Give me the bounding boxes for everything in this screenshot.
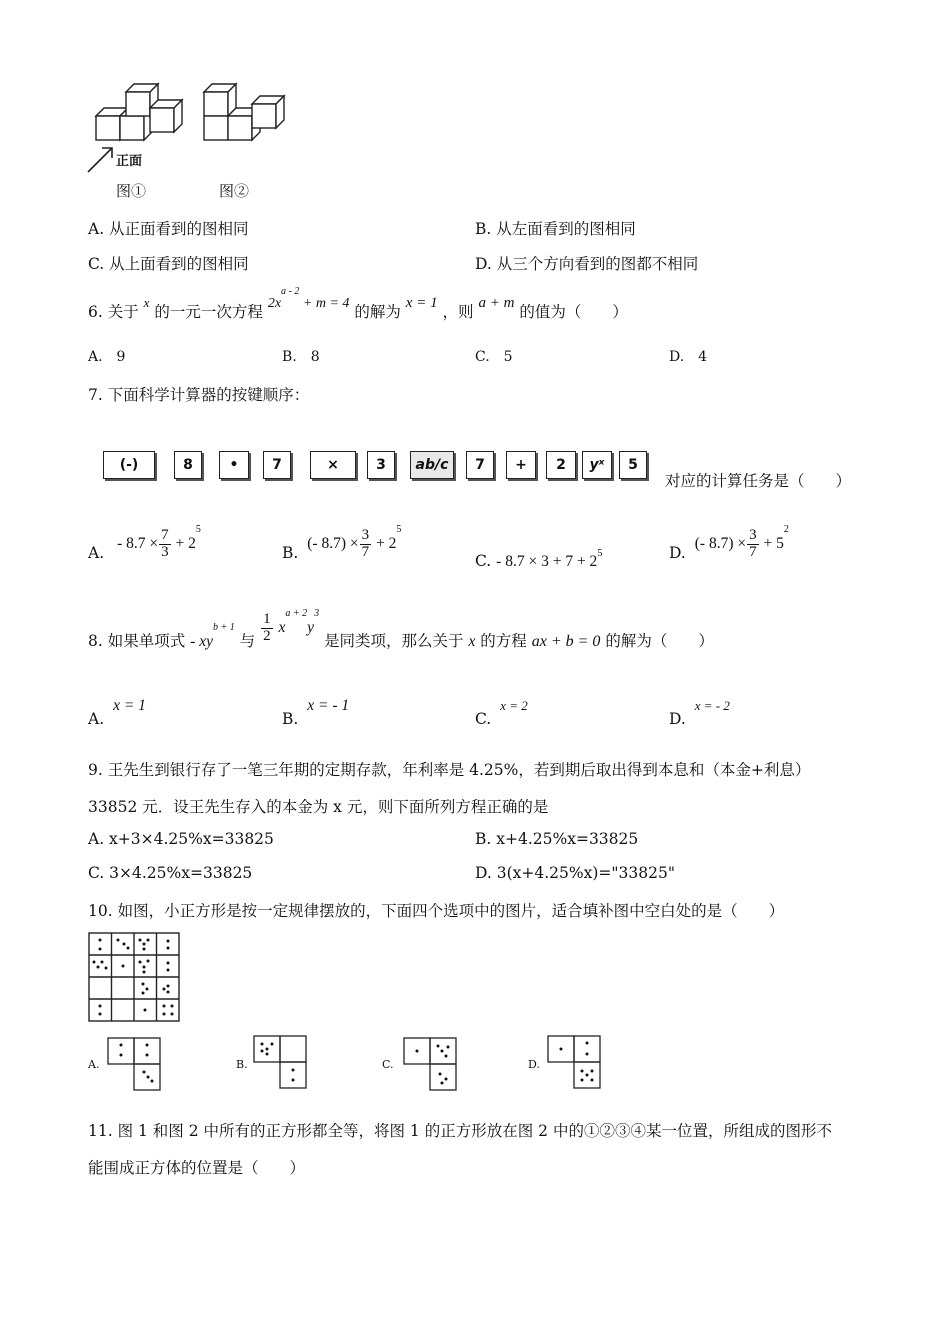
q5-option-a: A. 从正面看到的图相同 — [88, 220, 249, 238]
q8-option-c — [475, 696, 528, 728]
q7-option-c — [475, 548, 603, 571]
q9-option-c: C. 3×4.25%x=33825 — [88, 864, 253, 882]
q7-d-fraction — [747, 528, 759, 561]
q7-d-den: 7 — [749, 543, 757, 560]
q6-option-b: B. 8 — [282, 349, 320, 365]
q6-equation — [267, 286, 350, 311]
q8-mid3: 的方程 — [480, 632, 527, 651]
q8-var: x — [468, 633, 476, 651]
q7-option-b — [282, 524, 402, 562]
q8-frac-den: 2 — [263, 627, 271, 644]
q6-option-a: A. 9 — [88, 349, 126, 365]
q6-solution: x = 1 — [405, 295, 438, 311]
q10-option-a-figure — [106, 1036, 166, 1092]
q7-d-expr — [694, 524, 789, 560]
q5-option-b: B. 从左面看到的图相同 — [475, 220, 636, 238]
q7-b-expr — [307, 524, 402, 560]
q8-c-eq: x = 2 — [500, 698, 528, 713]
q7-tail: 对应的计算任务是（ ） — [665, 472, 852, 490]
q10-option-b-figure — [252, 1034, 312, 1090]
q9-option-b: B. x+4.25%x=33825 — [475, 830, 639, 848]
front-label: 正面 — [116, 154, 143, 169]
q8-mid1: 与 — [239, 632, 256, 651]
key-7: 7 — [263, 451, 291, 479]
q8-term1-exp: b + 1 — [212, 622, 235, 633]
q5-option-c: C. 从上面看到的图相同 — [88, 255, 249, 273]
q8-term2-x: x — [278, 619, 286, 637]
key-multiply: × — [310, 451, 356, 479]
q10-option-c-label: C. — [382, 1058, 394, 1071]
q7-a-text1: - 8.7 × — [117, 534, 159, 552]
q6-mid2: 的解为 — [354, 303, 401, 321]
q7-c-label: C. — [475, 552, 492, 570]
q9-option-a: A. x+3×4.25%x=33825 — [88, 830, 274, 848]
q9-line2: 33852 元．设王先生存入的本金为 x 元，则下面所列方程正确的是 — [88, 798, 549, 816]
q7-b-label: B. — [282, 543, 299, 562]
key-2: 2 — [546, 451, 576, 479]
q7-a-exp: 5 — [195, 524, 201, 535]
q7-d-label: D. — [669, 543, 686, 562]
q8-option-b — [282, 696, 350, 728]
key-decimal-point: • — [219, 451, 249, 479]
q8-a-label: A. — [88, 710, 105, 728]
q7-b-text1: (- 8.7) × — [307, 534, 359, 552]
q8-c-label: C. — [475, 710, 492, 728]
q6-prefix: 6. 关于 — [88, 303, 139, 321]
q7-c-text: - 8.7 × 3 + 7 + 2 — [496, 553, 598, 570]
q6-eq-rest: + m = 4 — [299, 296, 350, 311]
q10-option-d-label: D. — [528, 1058, 540, 1071]
q8-fraction — [261, 612, 273, 645]
q8-term2-yexp: 3 — [314, 608, 320, 619]
q8-mid2: 是同类项，那么关于 — [324, 632, 464, 651]
q7-b-text2: + 2 — [372, 534, 397, 552]
q6-stem — [88, 286, 628, 321]
q6-suffix: 的值为（ ） — [519, 303, 628, 321]
fig2-label: 图② — [219, 182, 250, 200]
q11-line2: 能围成正方体的位置是（ ） — [88, 1159, 306, 1177]
q8-term1 — [190, 622, 235, 651]
q7-b-den: 7 — [361, 543, 370, 560]
q8-term2-y: y — [307, 619, 315, 637]
key-7b: 7 — [466, 451, 494, 479]
fig1-label: 图① — [116, 182, 147, 200]
q8-option-d — [669, 696, 730, 728]
q8-option-a — [88, 696, 146, 728]
q7-b-fraction — [360, 528, 372, 561]
q6-option-c: C. 5 — [475, 349, 513, 365]
q7-option-d — [669, 524, 789, 562]
q6-expr: a + m — [478, 295, 515, 311]
q9-line1: 9. 王先生到银行存了一笔三年期的定期存款，年利率是 4.25%，若到期后取出得到本息和（本金+利息） — [88, 761, 811, 779]
key-5: 5 — [619, 451, 647, 479]
q8-term2-xexp: a + 2 — [285, 608, 308, 619]
q7-c-exp: 5 — [597, 548, 603, 559]
key-3: 3 — [367, 451, 395, 479]
q7-a-num: 7 — [161, 527, 169, 543]
q8-term1-base: - xy — [190, 633, 213, 651]
q8-b-label: B. — [282, 710, 299, 728]
q8-prefix: 8. 如果单项式 — [88, 632, 186, 651]
q6-eq-exp: a - 2 — [281, 286, 300, 297]
q7-stem: 7. 下面科学计算器的按键顺序： — [88, 386, 310, 404]
key-power: yˣ — [582, 451, 612, 479]
q8-b-eq: x = - 1 — [307, 697, 350, 714]
q8-stem — [88, 608, 714, 651]
q7-a-text2: + 2 — [171, 534, 196, 552]
q7-d-text2: + 5 — [759, 534, 784, 552]
q10-option-c-figure — [402, 1036, 462, 1092]
q11-line1: 11. 图 1 和图 2 中所有的正方形都全等，将图 1 的正方形放在图 2 中的①②③④某一位置，所组成的图形不 — [88, 1122, 832, 1140]
q7-d-num: 3 — [749, 527, 757, 543]
q6-mid1: 的一元一次方程 — [154, 303, 263, 321]
q7-b-num: 3 — [361, 527, 370, 543]
key-fraction: ab/c — [410, 451, 454, 479]
q7-d-text1: (- 8.7) × — [694, 534, 747, 552]
q8-suffix: 的解为（ ） — [605, 632, 714, 651]
q7-a-den: 3 — [161, 543, 169, 560]
q6-eq-base: 2x — [267, 296, 282, 311]
q5-option-d: D. 从三个方向看到的图都不相同 — [475, 255, 699, 273]
q6-mid3: ，则 — [442, 303, 474, 321]
q10-option-d-figure — [546, 1034, 606, 1090]
q8-d-eq: x = - 2 — [694, 698, 730, 713]
q8-d-label: D. — [669, 710, 686, 728]
q7-a-label: A. — [88, 543, 105, 562]
q8-frac-num: 1 — [263, 611, 271, 627]
q10-stem: 10. 如图，小正方形是按一定规律摆放的，下面四个选项中的图片，适合填补图中空白处的是（ ） — [88, 902, 785, 920]
q8-term2 — [278, 608, 320, 637]
key-plus: + — [506, 451, 536, 479]
key-8: 8 — [174, 451, 202, 479]
q8-a-eq: x = 1 — [113, 697, 146, 714]
q10-option-b-label: B. — [236, 1058, 248, 1071]
q7-option-a — [88, 524, 201, 562]
q10-pattern-grid — [88, 932, 182, 1024]
q7-a-expr — [117, 524, 201, 560]
q10-option-a-label: A. — [88, 1058, 100, 1071]
q6-option-d: D. 4 — [669, 349, 708, 365]
q7-d-exp: 2 — [783, 524, 789, 535]
q7-a-fraction — [159, 528, 171, 561]
q8-equation: ax + b = 0 — [531, 633, 601, 651]
q7-b-exp: 5 — [396, 524, 402, 535]
key-negative: (-) — [103, 451, 155, 479]
q6-var: x — [143, 295, 150, 310]
front-arrow-icon — [88, 148, 112, 172]
q9-option-d: D. 3(x+4.25%x)="33825" — [475, 864, 675, 882]
q7-c-expr — [496, 548, 603, 570]
